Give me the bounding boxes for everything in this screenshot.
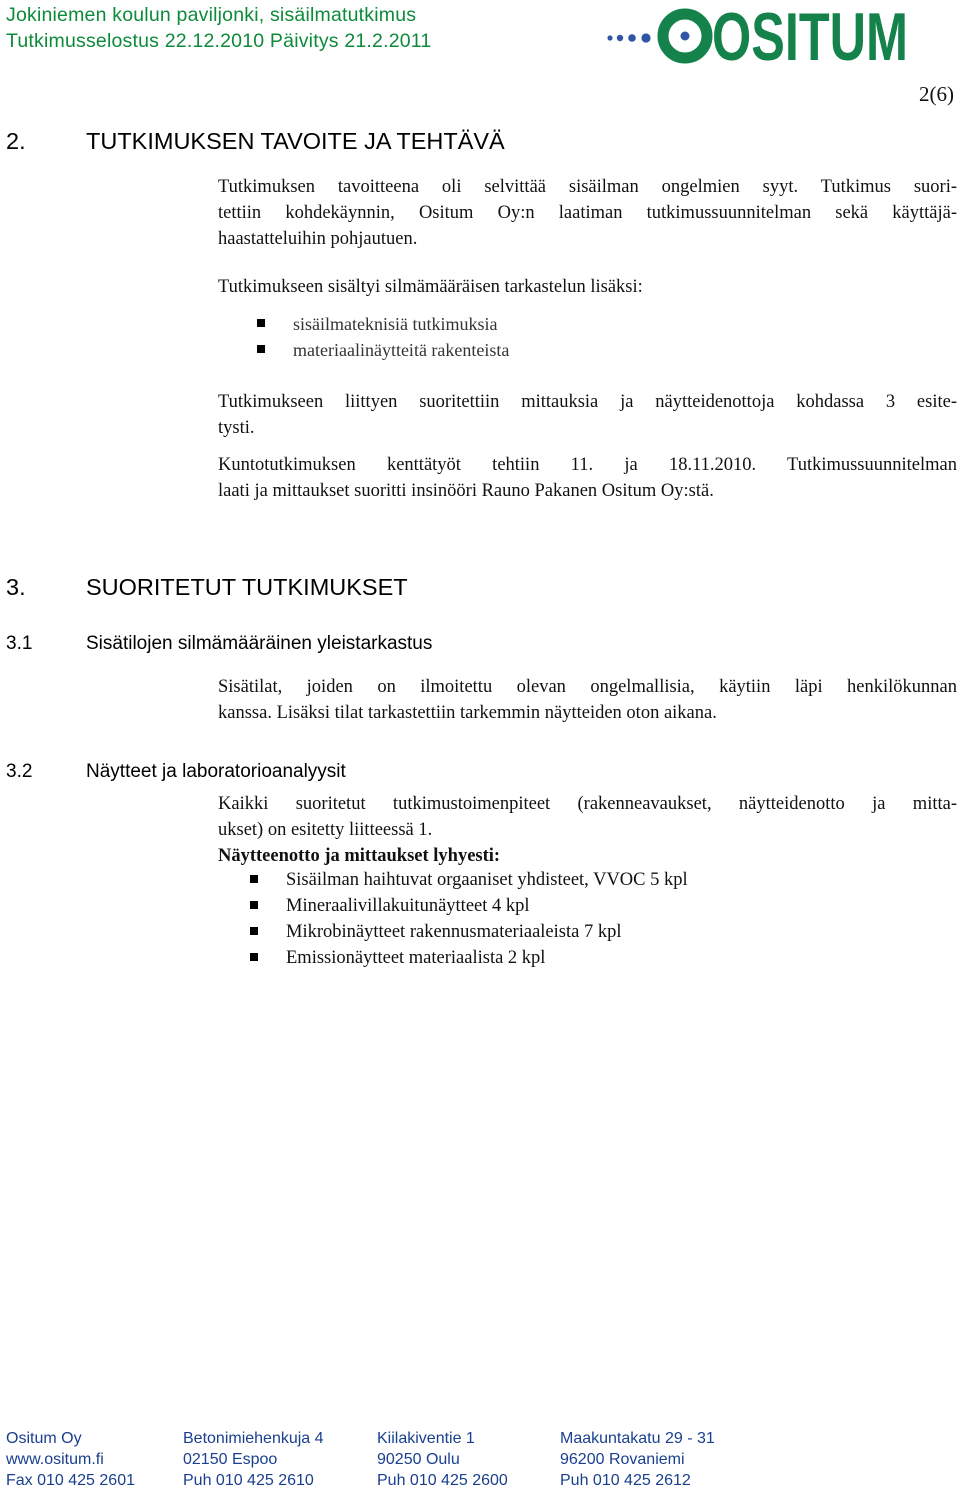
footer-office-oulu bbox=[377, 1428, 508, 1491]
footer-text: 90250 Oulu bbox=[377, 1451, 460, 1468]
footer-text: Puh 010 425 2600 bbox=[377, 1472, 508, 1489]
bullet-icon bbox=[250, 927, 258, 935]
ositum-logo bbox=[604, 0, 908, 75]
paragraph-line: Tutkimukseen liittyen suoritettiin mittauksia ja näytteidenottoja kohdassa 3 esite- bbox=[218, 392, 957, 412]
section-3-title: SUORITETUT TUTKIMUKSET bbox=[86, 574, 408, 600]
section-2-heading bbox=[6, 128, 505, 155]
page-footer bbox=[0, 1428, 960, 1490]
list-item: Mikrobinäytteet rakennusmateriaaleista 7 kpl bbox=[250, 919, 688, 945]
paragraph-line: Tutkimukseen sisältyi silmämääräisen tarkastelun lisäksi: bbox=[218, 277, 643, 297]
section-3-1-paragraph bbox=[218, 674, 957, 726]
document-subtitle: Tutkimusselostus 22.12.2010 Päivitys 21.2.2011 bbox=[6, 30, 432, 52]
list-item: Sisäilman haihtuvat orgaaniset yhdisteet, VVOC 5 kpl bbox=[250, 867, 688, 893]
paragraph-line: tettiin kohdekäynnin, Ositum Oy:n laatiman tutkimussuunnitelman sekä käyttäjä- bbox=[218, 203, 957, 223]
summary-heading: Näytteenotto ja mittaukset lyhyesti: bbox=[218, 846, 501, 866]
section-3-2-heading bbox=[6, 761, 346, 783]
section-3-heading bbox=[6, 574, 408, 601]
paragraph-line: kanssa. Lisäksi tilat tarkastettiin tarkemmin näytteiden oton aikana. bbox=[218, 703, 717, 723]
list-item: sisäilmateknisiä tutkimuksia bbox=[257, 311, 509, 337]
section-3-1-number: 3.1 bbox=[6, 633, 33, 654]
logo-text: OSITUM bbox=[712, 0, 908, 75]
footer-text: Maakuntakatu 29 - 31 bbox=[560, 1430, 715, 1447]
bullet-icon bbox=[250, 953, 258, 961]
page-number: 2(6) bbox=[919, 82, 954, 106]
paragraph-line: Tutkimuksen tavoitteena oli selvittää sisäilman ongelmien syyt. Tutkimus suori- bbox=[218, 177, 957, 197]
paragraph-line: Sisätilat, joiden on ilmoitettu olevan ongelmallisia, käytiin läpi henkilökunnan bbox=[218, 677, 957, 697]
section-3-2-paragraph bbox=[218, 791, 957, 869]
section-2-paragraph-1 bbox=[218, 174, 957, 252]
bullet-icon bbox=[257, 319, 265, 327]
samples-list bbox=[250, 867, 688, 971]
footer-office-rovaniemi bbox=[560, 1428, 715, 1491]
section-2-title: TUTKIMUKSEN TAVOITE JA TEHTÄVÄ bbox=[86, 128, 505, 154]
section-2-number: 2. bbox=[6, 128, 26, 154]
section-3-2-number: 3.2 bbox=[6, 761, 33, 782]
footer-text: Kiilakiventie 1 bbox=[377, 1430, 475, 1447]
section-3-2-title: Näytteet ja laboratorioanalyysit bbox=[86, 761, 346, 782]
footer-company bbox=[6, 1428, 135, 1491]
paragraph-line: laati ja mittaukset suoritti insinööri Rauno Pakanen Ositum Oy:stä. bbox=[218, 481, 714, 501]
footer-link[interactable]: www.ositum.fi bbox=[6, 1451, 104, 1468]
bullet-icon bbox=[250, 901, 258, 909]
document-title: Jokiniemen koulun paviljonki, sisäilmatutkimus bbox=[6, 4, 417, 26]
section-2-paragraph-3 bbox=[218, 389, 957, 441]
paragraph-line: Kuntotutkimuksen kenttätyöt tehtiin 11. ja 18.11.2010. Tutkimussuunnitelman bbox=[218, 455, 957, 475]
section-2-paragraph-4 bbox=[218, 452, 957, 504]
paragraph-line: haastatteluihin pohjautuen. bbox=[218, 229, 418, 249]
section-3-1-heading bbox=[6, 633, 432, 655]
paragraph-line: Kaikki suoritetut tutkimustoimenpiteet (rakenneavaukset, näytteidenotto ja mitta- bbox=[218, 794, 957, 814]
footer-text: Puh 010 425 2610 bbox=[183, 1472, 314, 1489]
list-item: materiaalinäytteitä rakenteista bbox=[257, 337, 509, 363]
list-item: Mineraalivillakuitunäytteet 4 kpl bbox=[250, 893, 688, 919]
section-3-1-title: Sisätilojen silmämääräinen yleistarkastus bbox=[86, 633, 433, 654]
paragraph-line: tysti. bbox=[218, 418, 255, 438]
list-item: Emissionäytteet materiaalista 2 kpl bbox=[250, 945, 688, 971]
footer-text: Puh 010 425 2612 bbox=[560, 1472, 691, 1489]
section-3-number: 3. bbox=[6, 574, 26, 600]
footer-text: 96200 Rovaniemi bbox=[560, 1451, 685, 1468]
footer-text: 02150 Espoo bbox=[183, 1451, 278, 1468]
paragraph-line: ukset) on esitetty liitteessä 1. bbox=[218, 820, 433, 840]
footer-text: Fax 010 425 2601 bbox=[6, 1472, 135, 1489]
bullet-icon bbox=[257, 345, 265, 353]
bullet-icon bbox=[250, 875, 258, 883]
section-2-paragraph-2 bbox=[218, 274, 957, 300]
footer-office-espoo bbox=[183, 1428, 324, 1491]
scope-list bbox=[257, 311, 509, 363]
footer-text: Betonimiehenkuja 4 bbox=[183, 1430, 324, 1447]
footer-text: Ositum Oy bbox=[6, 1430, 82, 1447]
